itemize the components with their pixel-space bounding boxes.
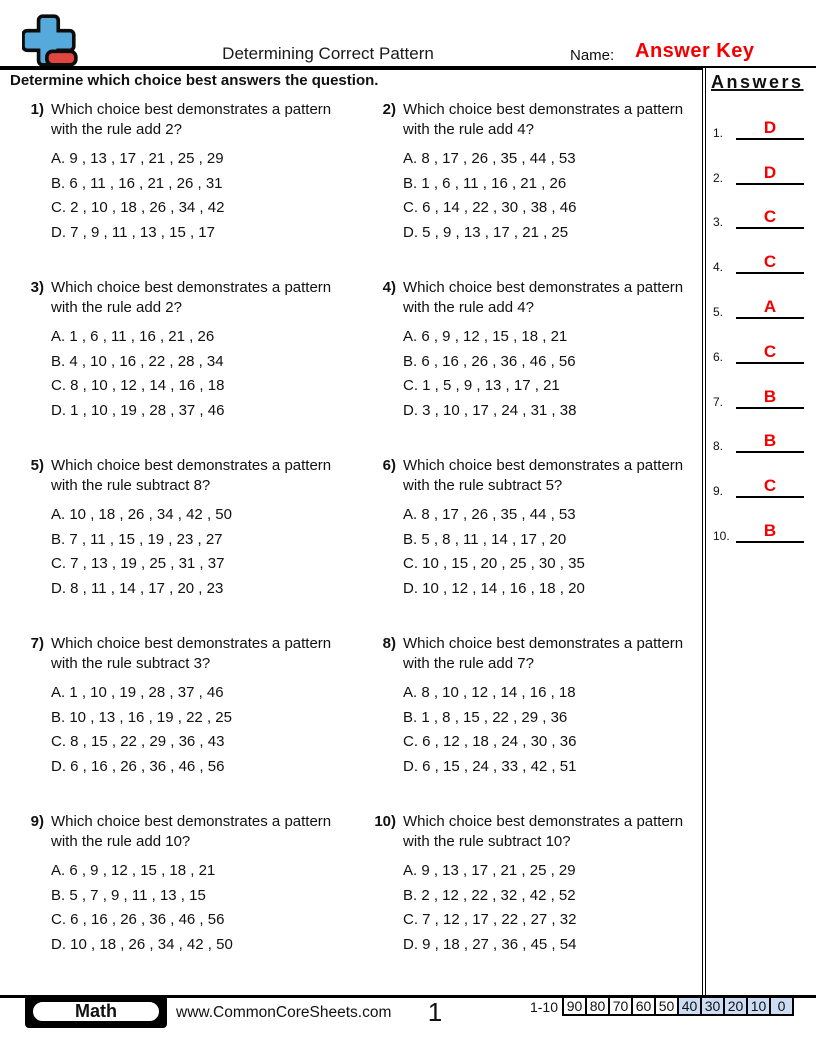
page-number: 1 xyxy=(427,997,443,1027)
question-prompt-line2: with the rule add 4? xyxy=(403,298,534,316)
header-divider xyxy=(0,66,816,70)
question-prompt xyxy=(51,278,331,317)
choice: B. 5 , 7 , 9 , 11 , 13 , 15 xyxy=(51,886,206,904)
question-body xyxy=(51,278,331,456)
choice: C. 6 , 16 , 26 , 36 , 46 , 56 xyxy=(51,911,225,928)
answer-letter: D xyxy=(763,117,777,137)
choices xyxy=(51,147,331,245)
score-cell: 40 xyxy=(677,996,702,1016)
choices xyxy=(51,325,331,423)
choice: B. 1 , 6 , 11 , 16 , 21 , 26 xyxy=(403,174,567,192)
question-prompt xyxy=(403,100,683,139)
question-prompt xyxy=(51,456,331,495)
answers-panel xyxy=(702,68,816,995)
question-block xyxy=(364,634,702,812)
website-url: www.CommonCoreSheets.com xyxy=(176,1004,392,1021)
question-block xyxy=(364,812,702,990)
name-label: Name: xyxy=(570,47,615,64)
question-block xyxy=(12,100,364,278)
choices xyxy=(403,681,683,779)
choices xyxy=(51,859,331,957)
question-prompt-line2: with the rule add 4? xyxy=(403,120,534,138)
choice: C. 8 , 15 , 22 , 29 , 36 , 43 xyxy=(51,733,225,750)
question-block xyxy=(12,634,364,812)
choice: A. 6 , 9 , 12 , 15 , 18 , 21 xyxy=(51,862,216,879)
answer-number: 4. xyxy=(713,260,724,275)
choice: D. 6 , 16 , 26 , 36 , 46 , 56 xyxy=(51,757,225,775)
choice: A. 1 , 6 , 11 , 16 , 21 , 26 xyxy=(51,328,215,345)
choice: C. 1 , 5 , 9 , 13 , 17 , 21 xyxy=(403,377,560,394)
answer-number: 2. xyxy=(713,170,724,185)
answer-letter: C xyxy=(763,476,777,496)
question-prompt-line1: Which choice best demonstrates a pattern xyxy=(51,457,332,474)
answer-number: 1. xyxy=(713,125,724,140)
choice: A. 9 , 13 , 17 , 21 , 25 , 29 xyxy=(403,862,576,879)
question-prompt-line1: Which choice best demonstrates a pattern xyxy=(51,813,332,830)
question-number: 4) xyxy=(382,279,396,296)
choice: A. 9 , 13 , 17 , 21 , 25 , 29 xyxy=(51,150,224,167)
answer-letter: B xyxy=(763,431,777,451)
choice: D. 3 , 10 , 17 , 24 , 31 , 38 xyxy=(403,401,577,419)
question-body xyxy=(403,456,683,634)
question-prompt-line2: with the rule subtract 3? xyxy=(51,654,211,672)
question-block xyxy=(364,100,702,278)
question-prompt xyxy=(51,100,331,139)
question-body xyxy=(403,100,683,278)
question-prompt xyxy=(403,812,683,851)
choice: D. 1 , 10 , 19 , 28 , 37 , 46 xyxy=(51,401,225,419)
answer-number: 9. xyxy=(713,484,724,499)
answer-blank-line xyxy=(736,117,804,140)
choice: C. 10 , 15 , 20 , 25 , 30 , 35 xyxy=(403,555,585,572)
question-block xyxy=(12,456,364,634)
answer-letter: B xyxy=(763,520,777,540)
choice: B. 5 , 8 , 11 , 14 , 17 , 20 xyxy=(403,530,567,548)
question-prompt xyxy=(51,812,331,851)
question-prompt-line2: with the rule add 10? xyxy=(51,832,191,850)
question-number: 10) xyxy=(374,813,396,830)
choice: A. 8 , 17 , 26 , 35 , 44 , 53 xyxy=(403,506,576,523)
answer-blank-line xyxy=(736,520,804,543)
question-prompt xyxy=(403,634,683,673)
answer-item xyxy=(706,414,816,459)
score-cell: 70 xyxy=(608,996,633,1016)
question-prompt-line1: Which choice best demonstrates a pattern xyxy=(403,813,684,830)
choices xyxy=(403,325,683,423)
question-prompt-line2: with the rule subtract 5? xyxy=(403,476,563,494)
choice: D. 10 , 12 , 14 , 16 , 18 , 20 xyxy=(403,579,585,597)
answer-letter: A xyxy=(763,296,777,316)
score-range-label: 1-10 xyxy=(529,999,558,1015)
score-cell: 10 xyxy=(746,996,771,1016)
score-table xyxy=(564,996,794,1016)
answer-blank-line xyxy=(736,430,804,453)
answer-number: 6. xyxy=(713,349,724,364)
answer-number: 5. xyxy=(713,304,724,319)
subject-badge-label: Math xyxy=(30,999,162,1024)
question-number: 6) xyxy=(382,457,396,474)
answer-item xyxy=(706,458,816,503)
choice: B. 10 , 13 , 16 , 19 , 22 , 25 xyxy=(51,708,232,726)
answer-blank-line xyxy=(736,206,804,229)
question-body xyxy=(403,634,683,812)
choice: B. 2 , 12 , 22 , 32 , 42 , 52 xyxy=(403,886,576,904)
question-prompt-line2: with the rule add 2? xyxy=(51,120,182,138)
question-prompt-line1: Which choice best demonstrates a pattern xyxy=(51,279,332,296)
choice: B. 6 , 16 , 26 , 36 , 46 , 56 xyxy=(403,352,576,370)
question-block xyxy=(364,278,702,456)
question-prompt-line1: Which choice best demonstrates a pattern xyxy=(403,279,684,296)
page-title: Determining Correct Pattern xyxy=(222,44,434,63)
choice: A. 1 , 10 , 19 , 28 , 37 , 46 xyxy=(51,684,224,701)
question-prompt-line1: Which choice best demonstrates a pattern xyxy=(51,101,332,118)
question-prompt xyxy=(51,634,331,673)
choice: C. 6 , 12 , 18 , 24 , 30 , 36 xyxy=(403,733,577,750)
choice: D. 9 , 18 , 27 , 36 , 45 , 54 xyxy=(403,935,577,953)
choices xyxy=(51,503,331,601)
answer-letter: D xyxy=(763,162,777,182)
score-cell: 60 xyxy=(631,996,656,1016)
subject-badge xyxy=(25,995,167,1028)
score-cell: 50 xyxy=(654,996,679,1016)
choice: C. 8 , 10 , 12 , 14 , 16 , 18 xyxy=(51,377,225,394)
answer-letter: C xyxy=(763,252,777,272)
answer-item xyxy=(706,279,816,324)
answer-number: 3. xyxy=(713,215,724,230)
choice: D. 6 , 15 , 24 , 33 , 42 , 51 xyxy=(403,757,577,775)
answer-blank-line xyxy=(736,296,804,319)
answer-item xyxy=(706,145,816,190)
question-number: 3) xyxy=(30,279,44,296)
question-number: 7) xyxy=(30,635,44,652)
question-body xyxy=(51,456,331,634)
choice: C. 7 , 12 , 17 , 22 , 27 , 32 xyxy=(403,911,577,928)
answer-item xyxy=(706,324,816,369)
question-block xyxy=(12,812,364,990)
choice: B. 4 , 10 , 16 , 22 , 28 , 34 xyxy=(51,352,224,370)
answer-blank-line xyxy=(736,341,804,364)
choice: B. 6 , 11 , 16 , 21 , 26 , 31 xyxy=(51,174,223,192)
question-number: 5) xyxy=(30,457,44,474)
choices xyxy=(403,503,683,601)
choice: B. 7 , 11 , 15 , 19 , 23 , 27 xyxy=(51,530,223,548)
answer-item xyxy=(706,503,816,548)
choice: B. 1 , 8 , 15 , 22 , 29 , 36 xyxy=(403,708,568,726)
question-prompt-line1: Which choice best demonstrates a pattern xyxy=(403,101,684,118)
choice: D. 5 , 9 , 13 , 17 , 21 , 25 xyxy=(403,223,569,241)
answer-letter: C xyxy=(763,207,777,227)
question-number: 1) xyxy=(30,101,44,118)
question-body xyxy=(51,812,331,990)
answer-blank-line xyxy=(736,162,804,185)
answers-list xyxy=(706,100,816,548)
answer-number: 7. xyxy=(713,394,724,409)
question-prompt-line2: with the rule add 2? xyxy=(51,298,182,316)
answer-item xyxy=(706,100,816,145)
question-block xyxy=(364,456,702,634)
choice: C. 6 , 14 , 22 , 30 , 38 , 46 xyxy=(403,199,577,216)
score-cell: 90 xyxy=(562,996,587,1016)
choice: A. 10 , 18 , 26 , 34 , 42 , 50 xyxy=(51,506,232,523)
question-prompt xyxy=(403,456,683,495)
answer-number: 10. xyxy=(713,528,730,543)
question-prompt-line2: with the rule add 7? xyxy=(403,654,534,672)
choice: A. 8 , 10 , 12 , 14 , 16 , 18 xyxy=(403,684,576,701)
question-number: 9) xyxy=(30,813,44,830)
answer-blank-line xyxy=(736,386,804,409)
answer-letter: B xyxy=(763,386,777,406)
choices xyxy=(51,681,331,779)
answer-number: 8. xyxy=(713,439,724,454)
choices xyxy=(403,859,683,957)
answer-item xyxy=(706,190,816,235)
score-cell: 80 xyxy=(585,996,610,1016)
choices xyxy=(403,147,683,245)
score-cell: 20 xyxy=(723,996,748,1016)
choice: D. 10 , 18 , 26 , 34 , 42 , 50 xyxy=(51,935,233,953)
answer-letter: C xyxy=(763,341,777,361)
question-prompt-line2: with the rule subtract 10? xyxy=(403,832,571,850)
question-number: 8) xyxy=(382,635,396,652)
question-body xyxy=(51,634,331,812)
answers-panel-title: Answers xyxy=(711,72,804,92)
choice: A. 6 , 9 , 12 , 15 , 18 , 21 xyxy=(403,328,568,345)
choice: A. 8 , 17 , 26 , 35 , 44 , 53 xyxy=(403,150,576,167)
question-prompt-line1: Which choice best demonstrates a pattern xyxy=(403,635,684,652)
choice: D. 8 , 11 , 14 , 17 , 20 , 23 xyxy=(51,579,224,597)
question-prompt xyxy=(403,278,683,317)
choice: C. 7 , 13 , 19 , 25 , 31 , 37 xyxy=(51,555,225,572)
choice: C. 2 , 10 , 18 , 26 , 34 , 42 xyxy=(51,199,225,216)
question-number: 2) xyxy=(382,101,396,118)
question-block xyxy=(12,278,364,456)
question-body xyxy=(403,278,683,456)
choice: D. 7 , 9 , 11 , 13 , 15 , 17 xyxy=(51,223,215,241)
answer-blank-line xyxy=(736,475,804,498)
instruction-text: Determine which choice best answers the question. xyxy=(10,72,379,89)
score-cell: 0 xyxy=(769,996,794,1016)
answer-item xyxy=(706,234,816,279)
question-body xyxy=(51,100,331,278)
question-body xyxy=(403,812,683,990)
question-prompt-line2: with the rule subtract 8? xyxy=(51,476,211,494)
question-prompt-line1: Which choice best demonstrates a pattern xyxy=(51,635,332,652)
question-prompt-line1: Which choice best demonstrates a pattern xyxy=(403,457,684,474)
questions-grid xyxy=(12,100,702,990)
answer-item xyxy=(706,369,816,414)
name-value-answer-key: Answer Key xyxy=(635,40,755,62)
answer-blank-line xyxy=(736,251,804,274)
score-cell: 30 xyxy=(700,996,725,1016)
